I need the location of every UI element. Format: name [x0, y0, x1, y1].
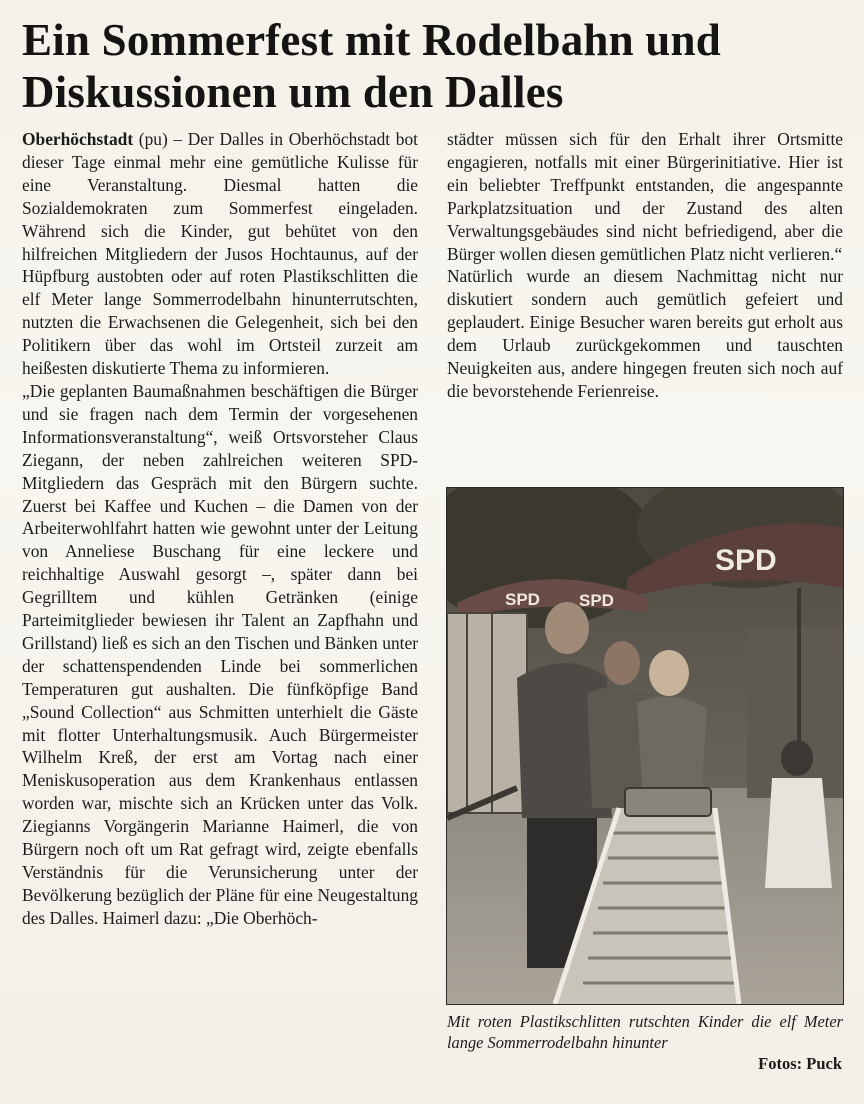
umbrella-large-label: SPD — [715, 544, 777, 577]
umbrella-small-label-1: SPD — [505, 590, 540, 609]
photo-credit: Fotos: Puck — [758, 1054, 842, 1073]
headline-line-2: Diskussionen um den Dalles — [22, 67, 564, 117]
photo-caption — [447, 1011, 843, 1053]
article-column-right — [447, 128, 843, 403]
event-photo — [446, 487, 844, 1005]
headline — [22, 14, 852, 118]
dateline: Oberhöchstadt — [22, 129, 134, 149]
paragraph-1 — [22, 128, 418, 380]
event-photo-scene — [447, 488, 843, 1004]
paragraph-3: städter müssen sich für den Erhalt ihrer Ortsmitte engagieren, notfalls mit einer Bürgerinitiative. Hier ist ein beliebter Treffpunkt entstanden, die angespannte Parkplatzsituation und der Zustand des alten Verwaltungsgebäudes sind nicht befriedigend, aber die Bürger wollen diesen gemütlichen Platz nicht verlieren.“ — [447, 129, 843, 264]
plastic-sled — [625, 788, 711, 816]
paragraph-1-text: (pu) – Der Dalles in Oberhöchstadt bot dieser Tage einmal mehr eine gemütliche Kulisse für eine Veranstaltung. Diesmal hatten die Sozialdemokraten zum Sommerfest eingeladen. Während sich die Kinder, gut behütet von den hilfreichen Mitgliedern der Jusos Hochtaunus, auf der Hüpfburg austobten oder auf roten Plastikschlitten die elf Meter lange Sommerrodelbahn hinunterrutschten, nutzten die Erwachsenen die Gelegenheit, sich bei den Politikern über das wohl im Ortsteil zurzeit am heißesten diskutierte Thema zu informieren. — [22, 129, 418, 379]
umbrella-small-label-2: SPD — [579, 591, 614, 610]
caption-text: Mit roten Plastikschlitten rutschten Kinder die elf Meter lange Sommerrodelbahn hinunter — [447, 1012, 843, 1052]
child-on-slide — [649, 650, 689, 696]
headline-line-1: Ein Sommerfest mit Rodelbahn und — [22, 15, 721, 65]
paragraph-2: „Die geplanten Baumaßnahmen beschäftigen die Bürger und sie fragen nach dem Termin der vorgesehenen Informationsveranstaltung“, weiß Ortsvorsteher Claus Ziegann, der neben zahlreichen weiteren SPD-Mitgliedern das Gespräch mit den Bürgern suchte. Zuerst bei Kaffee und Kuchen – die Damen von der Arbeiterwohlfahrt hatten wie gewohnt unter der Leitung von Anneliese Buschang für eine leckere und reichhaltige Auswahl gesorgt –, später dann bei Gegrilltem und kühlen Getränken (einige Parteimitglieder bewiesen ihr Talent an Zapfhahn und Grillstand) ließ es sich an den Tischen und Bänken unter der schattenspendenden Linde bei sommerlichen Temperaturen gut aushalten. Die fünfköpfige Band „Sound Collection“ aus Schmitten unterhielt die Gäste mit flotter Unterhaltungsmusik. Auch Bürgermeister Wilhelm Kreß, der erst am Vortag nach einer Meniskusoperation aus dem Krankenhaus entlassen worden war, mischte sich an Krücken unter das Volk. Ziegianns Vorgängerin Marianne Haimerl, die von Bürgern noch oft um Rat gefragt wird, zeigte ebenfalls Verständnis für die Verunsicherung unter der Bevölkerung bezüglich der Pläne für eine Neugestaltung des Dalles. Haimerl dazu: „Die Oberhöch- — [22, 380, 418, 928]
girl-in-dress — [765, 778, 832, 888]
paragraph-4: Natürlich wurde an diesem Nachmittag nicht nur diskutiert sondern auch gemütlich gefeiert und geplaudert. Einige Besucher waren bereits gut erholt aus dem Urlaub zurückgekommen und tauschten Neuigkeiten aus, andere hingegen freuten sich noch auf die bevorstehende Ferienreise. — [447, 266, 843, 401]
article-column-left — [22, 128, 418, 930]
